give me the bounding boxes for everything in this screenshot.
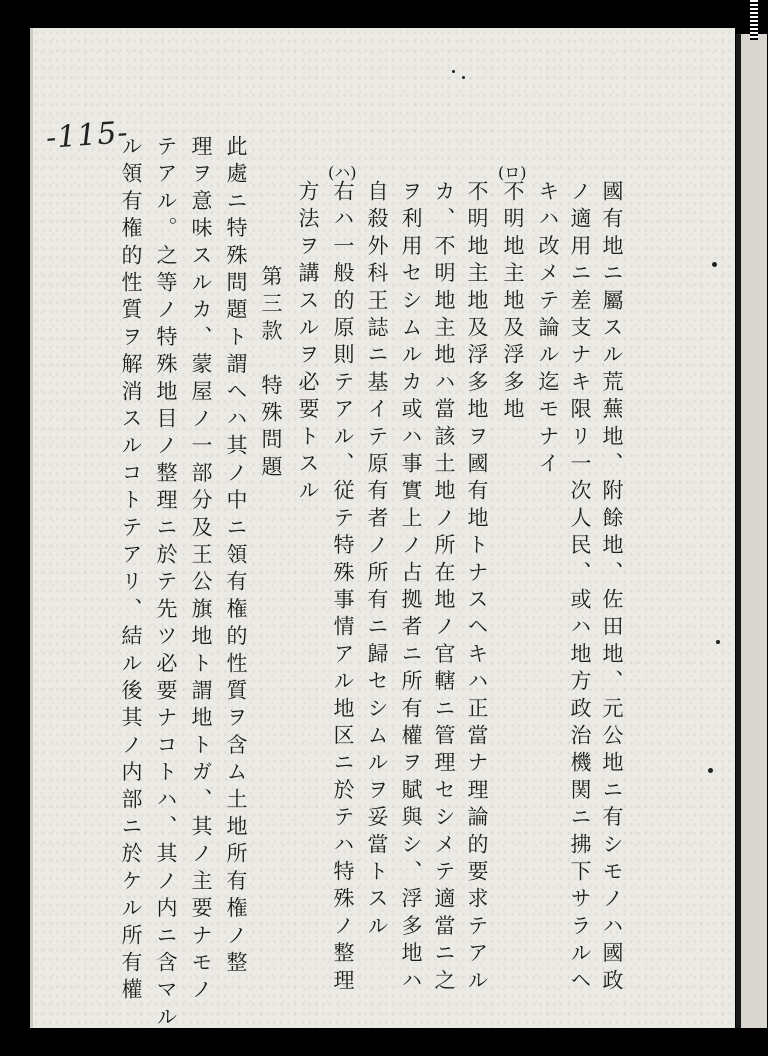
text-column-12: 此處ニ特殊問題ト謂ヘハ其ノ中ニ領有権的性質ヲ含ム土地所有権ノ整 bbox=[224, 135, 248, 979]
ink-speck bbox=[712, 262, 717, 267]
ink-speck bbox=[452, 70, 455, 73]
text-column-1: 國有地ニ屬スル荒蕪地、附餘地、佐田地、元公地ニ有シモノハ國政 bbox=[600, 180, 624, 996]
ink-speck bbox=[462, 76, 465, 79]
section-marker-c: (ハ) bbox=[328, 163, 357, 182]
page-number: -115- bbox=[44, 115, 130, 156]
ink-speck bbox=[708, 768, 713, 773]
scan-edge-artifact bbox=[750, 0, 758, 40]
text-column-2: ノ適用ニ差支ナキ限リ一次人民、或ハ地方政治機関ニ拂下サラルヘ bbox=[568, 180, 592, 996]
text-column-3: キハ改メテ論ル迄モナイ bbox=[536, 180, 560, 480]
text-column-13: 理ヲ意味スルカ、蒙屋ノ一部分及王公旗地ト謂地トガ、其ノ主要ナモノ bbox=[189, 135, 213, 1006]
text-column-6: カ、不明地主地ハ當該土地ノ所在地ノ官轄ニ管理セシメテ適當ニ之 bbox=[432, 180, 456, 996]
text-column-14: テアル。之等ノ特殊地目ノ整理ニ於テ先ツ必要ナコトハ、其ノ内ニ含マル bbox=[154, 135, 178, 1033]
adjacent-page-edge bbox=[736, 34, 767, 1028]
section-marker-b: (ロ) bbox=[498, 163, 527, 182]
section-heading-b: 不明地主地及浮多地 bbox=[501, 180, 525, 425]
text-column-9: 右ハ一般的原則テアル、従テ特殊事情アル地区ニ於テハ特殊ノ整理 bbox=[331, 180, 355, 996]
text-column-7: ヲ利用セシムルカ或ハ事實上ノ占拠者ニ所有權ヲ賦與シ、浮多地ハ bbox=[399, 180, 423, 996]
ink-speck bbox=[716, 640, 720, 644]
text-column-15: ル領有権的性質ヲ解消スルコトテアリ、結ル後其ノ内部ニ於ケル所有權 bbox=[119, 135, 143, 1006]
section-heading-third: 第三款 特殊問題 bbox=[259, 265, 283, 483]
text-column-8: 自殺外科王誌ニ基イテ原有者ノ所有ニ歸セシムルヲ妥當トスル bbox=[365, 180, 389, 942]
text-column-10: 方法ヲ講スルヲ必要トスル bbox=[296, 180, 320, 507]
text-column-5: 不明地主地及浮多地ヲ國有地トナスヘキハ正當ナ理論的要求テアル bbox=[465, 180, 489, 996]
